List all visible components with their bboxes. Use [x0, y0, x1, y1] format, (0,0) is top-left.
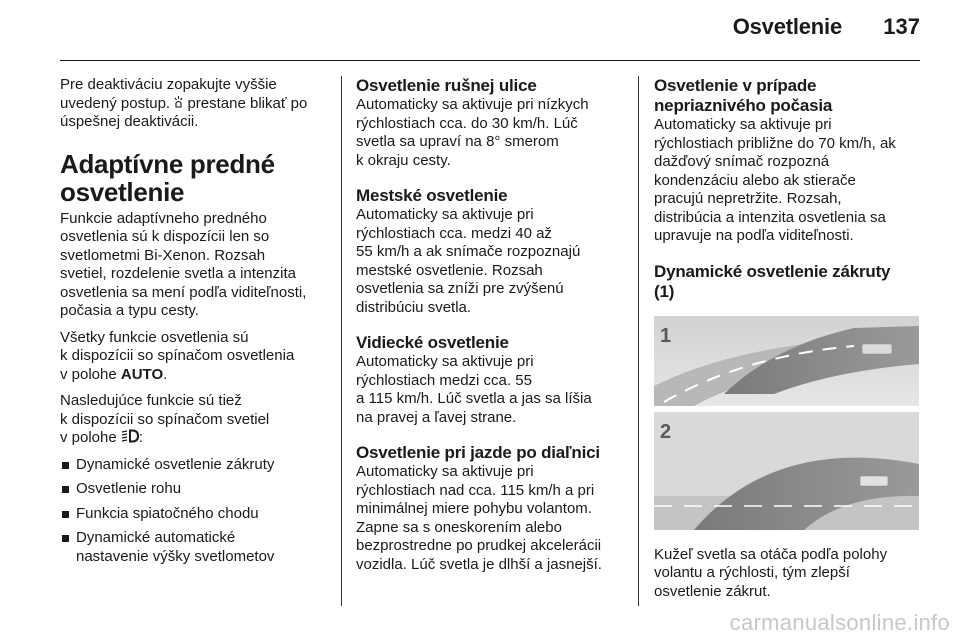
intro-text-cont: prestane blikať po úspešnej deaktivácii.	[60, 94, 308, 130]
section-title: Vidiecké osvetlenie	[356, 333, 509, 352]
page-title: Osvetlenie	[732, 14, 842, 39]
section-text: Automaticky sa aktivuje pri rýchlostiach medzi cca. 55 a 115 km/h. Lúč svetla a jas sa líšia na pravej a ľavej strane.	[356, 353, 592, 426]
low-beam-icon	[121, 429, 139, 443]
section-motorway-lighting	[356, 443, 628, 574]
section-town-lighting	[356, 186, 628, 317]
headlight-warning-icon	[174, 95, 183, 109]
section-title: Osvetlenie rušnej ulice	[356, 76, 537, 95]
section-bad-weather-lighting	[654, 76, 924, 246]
column-middle	[356, 76, 628, 590]
feature-list	[60, 456, 332, 567]
page-number: 137	[883, 14, 920, 39]
section-text: Automaticky sa aktivuje pri rýchlostiach nad cca. 115 km/h a pri minimálnej miere pohybu volantom. Zapne sa s oneskorením alebo bezprostredne po prudkej akcelerácii vozidla. Lúč svetla je dlhší a jasnejší.	[356, 463, 602, 573]
list-item: Dynamické osvetlenie zákruty	[60, 456, 332, 475]
list-item: Funkcia spiatočného chodu	[60, 505, 332, 524]
section-title: Dynamické osvetlenie zákruty (1)	[654, 261, 891, 301]
section-text: Automaticky sa aktivuje pri rýchlostiach cca. medzi 40 až 55 km/h a ak snímače rozpoznajú mestské osvetlenie. Rozsah osvetlenia sa zníži pre zvýšenú distribúciu svetla.	[356, 206, 581, 316]
list-item: Osvetlenie rohu	[60, 480, 332, 499]
list-item: Dynamické automatické nastavenie výšky svetlometov	[60, 529, 332, 566]
paragraph-text: :	[138, 429, 144, 446]
section-title: Osvetlenie pri jazde po diaľnici	[356, 443, 600, 462]
paragraph-text: Všetky funkcie osvetlenia sú k dispozícii so spínačom osvetlenia v polohe	[60, 328, 295, 383]
auto-label: AUTO	[120, 365, 164, 383]
intro-paragraph	[60, 76, 332, 132]
cornering-light-illustration	[654, 316, 919, 530]
car-icon	[860, 476, 888, 486]
section-title: Osvetlenie v prípade nepriaznivého počasia	[654, 76, 833, 115]
paragraph	[60, 392, 332, 448]
column-left	[60, 76, 332, 572]
paragraph-text: .	[163, 365, 168, 383]
section-text: Automaticky sa aktivuje pri nízkych rýchlostiach cca. do 30 km/h. Lúč svetla sa upraví na 8° smerom k okraju cesty.	[356, 96, 589, 169]
car-icon	[862, 344, 892, 354]
section-title: Mestské osvetlenie	[356, 186, 508, 205]
paragraph-text: Nasledujúce funkcie sú tiež k dispozícii so spínačom svetiel v polohe	[60, 392, 270, 446]
paragraph	[60, 329, 332, 385]
column-divider	[341, 76, 342, 606]
section-street-lighting	[356, 76, 628, 170]
column-divider	[638, 76, 639, 606]
section-country-lighting	[356, 333, 628, 427]
column-right	[654, 76, 924, 609]
section-heading: Adaptívne predné osvetlenie	[60, 148, 275, 207]
panel-label-1: 1	[660, 324, 672, 347]
section-text: Automaticky sa aktivuje pri rýchlostiach približne do 70 km/h, ak dažďový snímač rozpozná kondenzáciu alebo ak stierače pracujú nepretržite. Rozsah, distribúcia a intenzita osvetlenia sa upravuje na podľa viditeľnosti.	[654, 116, 896, 244]
figure-caption: Kužeľ svetla sa otáča podľa polohy volantu a rýchlosti, tým zlepší osvetlenie zákrut.	[654, 545, 888, 600]
intro-text: Pre deaktiváciu zopakujte vyššie uvedený postup.	[60, 76, 277, 112]
panel-label-2: 2	[660, 420, 672, 443]
paragraph: Funkcie adaptívneho predného osvetlenia sú k dispozícii len so svetlometmi Bi-Xenon. Rozsah svetiel, rozdelenie svetla a intenzita osvetlenia sa mení podľa viditeľnosti, počasia a typu cesty.	[60, 209, 307, 319]
illustration-graphic	[654, 316, 919, 530]
header-rule	[60, 60, 920, 61]
watermark: carmanualsonline.info	[729, 610, 950, 635]
